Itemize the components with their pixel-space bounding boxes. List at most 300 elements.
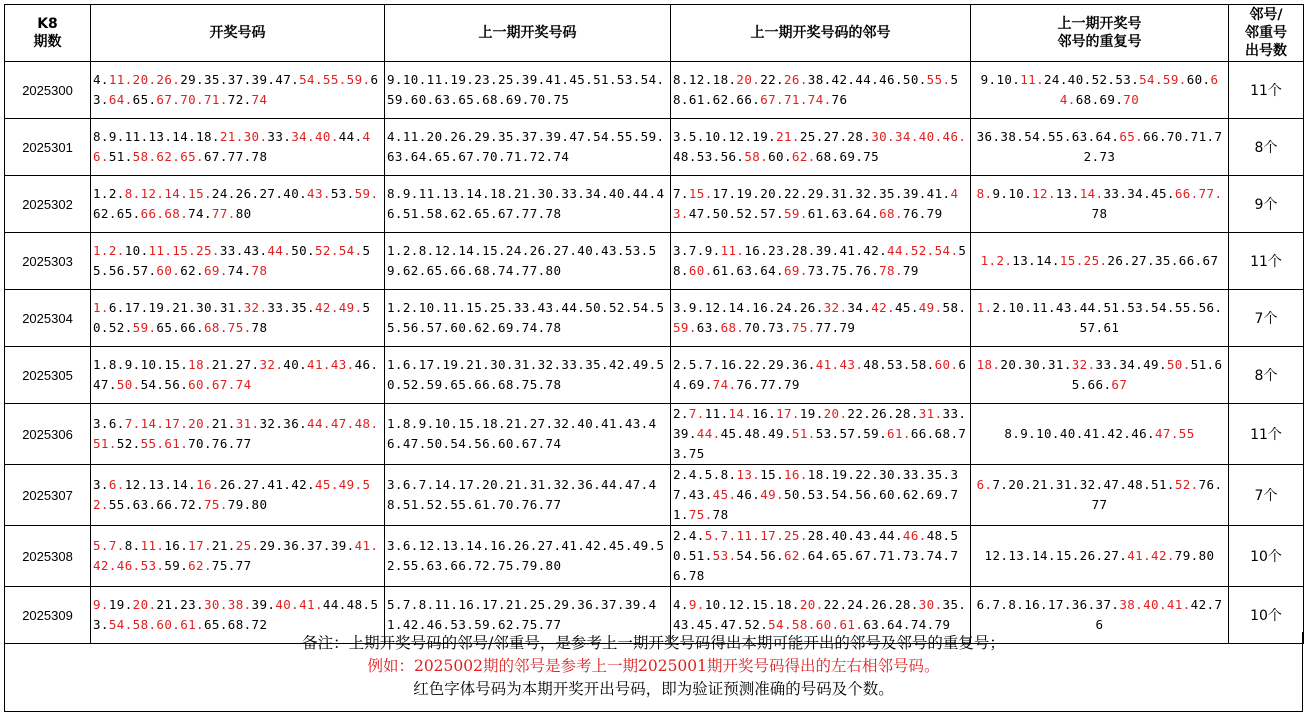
number: 22. <box>855 467 880 482</box>
number: 31. <box>219 300 244 315</box>
hit-number: 12. <box>140 186 165 201</box>
number: 7. <box>704 357 721 372</box>
header-row <box>5 5 1304 62</box>
number: 55. <box>402 558 427 573</box>
number: 21. <box>211 416 236 431</box>
table-row <box>5 404 1304 465</box>
number: 79 <box>839 320 856 335</box>
number: 70. <box>482 149 506 164</box>
hit-number: 40. <box>1143 597 1167 612</box>
draw-cell[interactable] <box>91 62 385 119</box>
number: 61. <box>688 92 713 107</box>
number: 56. <box>720 149 745 164</box>
neighbors-cell[interactable] <box>671 290 971 347</box>
number: 34. <box>847 300 872 315</box>
number: 3. <box>673 243 689 258</box>
number: 9. <box>387 72 403 87</box>
number: 23. <box>474 72 498 87</box>
note-line-2: 例如：2025002期的邻号是参考上一期2025001期开奖号码得出的左右相邻号码。 <box>367 657 940 675</box>
number: 41. <box>545 72 570 87</box>
number: 46. <box>354 357 379 372</box>
number: 51. <box>108 149 133 164</box>
hit-number: 67. <box>760 92 784 107</box>
hit-number: 43. <box>839 357 864 372</box>
hit-number: 17. <box>188 538 212 553</box>
number: 18. <box>482 416 506 431</box>
number: 65. <box>434 149 459 164</box>
hit-number: 17. <box>760 528 784 543</box>
number: 6. <box>976 597 993 612</box>
count-cell[interactable]: 7个 <box>1229 290 1304 347</box>
number: 54. <box>632 300 657 315</box>
number: 60. <box>1186 72 1211 87</box>
number: 78 <box>1091 206 1108 221</box>
hit-number: 60. <box>188 377 212 392</box>
number: 26. <box>450 129 475 144</box>
number: 40. <box>1067 72 1092 87</box>
number: 30. <box>537 186 562 201</box>
number: 22. <box>744 357 769 372</box>
number: 10. <box>704 129 729 144</box>
hit-number: 6. <box>108 477 125 492</box>
number: 69. <box>497 320 522 335</box>
hit-number: 54. <box>108 617 133 632</box>
count-cell[interactable]: 9个 <box>1229 176 1304 233</box>
period-cell[interactable]: 2025302 <box>5 176 91 233</box>
repeats-cell[interactable] <box>971 62 1229 119</box>
number: 32. <box>855 186 880 201</box>
neighbors-cell[interactable] <box>671 526 971 587</box>
number: 19. <box>108 597 133 612</box>
draw-cell[interactable] <box>91 347 385 404</box>
header-neighbors[interactable]: 上一期开奖号码的邻号 <box>671 5 971 62</box>
neighbors-cell[interactable] <box>671 465 971 526</box>
number: 28. <box>847 129 872 144</box>
hit-number: 15. <box>172 243 197 258</box>
number: 4. <box>673 597 689 612</box>
number: 21. <box>466 357 491 372</box>
number: 36. <box>283 538 308 553</box>
hit-number: 7. <box>688 406 705 421</box>
number: 19. <box>450 72 475 87</box>
hit-number: 45. <box>314 477 339 492</box>
number: 74. <box>926 548 951 563</box>
number: 66. <box>450 558 475 573</box>
number: 77 <box>545 497 562 512</box>
number: 70. <box>497 497 522 512</box>
hit-number: 64. <box>1059 72 1219 107</box>
number: 27. <box>1103 548 1128 563</box>
period-cell[interactable]: 2025309 <box>5 587 91 644</box>
number: 78 <box>712 507 729 522</box>
number: 75. <box>831 263 856 278</box>
number: 6. <box>402 538 419 553</box>
number: 3. <box>93 416 109 431</box>
count-cell[interactable]: 7个 <box>1229 465 1304 526</box>
number: 75 <box>688 446 705 461</box>
hit-number: 8. <box>124 186 141 201</box>
number: 18. <box>776 597 800 612</box>
table-row <box>5 119 1304 176</box>
number: 57. <box>426 320 451 335</box>
number: 30. <box>196 300 220 315</box>
number: 21. <box>505 597 530 612</box>
count-cell[interactable]: 8个 <box>1229 119 1304 176</box>
number: 22. <box>783 186 808 201</box>
header-draw[interactable]: 开奖号码 <box>91 5 385 62</box>
number: 64. <box>855 206 880 221</box>
number: 33. <box>942 406 967 421</box>
repeats-cell[interactable] <box>971 233 1229 290</box>
number: 66. <box>910 426 935 441</box>
repeats-cell[interactable] <box>971 347 1229 404</box>
number: 50. <box>291 243 315 258</box>
number: 39. <box>330 538 355 553</box>
hit-number: 11. <box>148 243 173 258</box>
period-cell[interactable]: 2025308 <box>5 526 91 587</box>
hit-number: 20. <box>132 597 157 612</box>
hit-number: 49. <box>338 300 363 315</box>
period-cell[interactable]: 2025306 <box>5 404 91 465</box>
header-repeats[interactable]: 上一期开奖号 邻号的重复号 <box>971 5 1229 62</box>
hit-number: 53. <box>140 558 165 573</box>
number: 2. <box>108 186 125 201</box>
number: 42. <box>1107 426 1132 441</box>
number: 50. <box>93 300 371 335</box>
number: 69. <box>1099 92 1124 107</box>
number: 76. <box>211 436 236 451</box>
hit-number: 52. <box>1174 477 1199 492</box>
hit-number: 42. <box>93 558 117 573</box>
number: 50. <box>387 357 665 392</box>
number: 63. <box>736 263 761 278</box>
period-cell[interactable]: 2025305 <box>5 347 91 404</box>
number: 65. <box>426 263 451 278</box>
number: 26. <box>513 538 538 553</box>
number: 77. <box>521 263 546 278</box>
header-prev[interactable]: 上一期开奖号码 <box>385 5 671 62</box>
number: 77. <box>227 149 252 164</box>
number: 9. <box>124 357 141 372</box>
number: 43. <box>624 416 649 431</box>
number: 25. <box>799 129 824 144</box>
hit-number: 41. <box>299 597 323 612</box>
number: 69. <box>839 149 864 164</box>
number: 53. <box>93 597 379 632</box>
number: 29. <box>259 538 284 553</box>
neighbors-cell[interactable] <box>671 404 971 465</box>
hit-number: 41. <box>307 357 331 372</box>
number: 4. <box>688 528 705 543</box>
hit-number: 9. <box>688 597 705 612</box>
number: 1. <box>387 300 403 315</box>
number: 20. <box>760 186 784 201</box>
number: 3. <box>387 477 403 492</box>
number: 26. <box>219 477 244 492</box>
number: 44. <box>879 528 903 543</box>
table-row <box>5 233 1304 290</box>
hit-number: 67 <box>1111 377 1128 392</box>
number: 63. <box>1071 129 1096 144</box>
table-row <box>5 290 1304 347</box>
number: 57. <box>132 263 157 278</box>
hit-number: 38. <box>1119 597 1144 612</box>
count-cell[interactable]: 8个 <box>1229 347 1304 404</box>
number: 10. <box>124 243 149 258</box>
number: 10. <box>996 72 1021 87</box>
count-cell[interactable]: 10个 <box>1229 526 1304 587</box>
number: 78 <box>688 568 705 583</box>
number: 69. <box>688 377 713 392</box>
neighbors-cell[interactable] <box>671 119 971 176</box>
header-count[interactable]: 邻号/ 邻重号 出号数 <box>1229 5 1304 62</box>
draw-cell[interactable] <box>91 290 385 347</box>
number: 79 <box>902 263 919 278</box>
number: 41. <box>926 186 951 201</box>
number: 67. <box>521 436 546 451</box>
number: 11. <box>434 597 459 612</box>
hit-number: 30. <box>203 597 228 612</box>
draw-cell[interactable] <box>91 526 385 587</box>
period-cell[interactable]: 2025300 <box>5 62 91 119</box>
number: 72. <box>474 558 498 573</box>
number: 65. <box>474 206 498 221</box>
number: 14. <box>172 129 197 144</box>
number: 39. <box>545 129 570 144</box>
hit-number: 11. <box>108 72 133 87</box>
number: 38. <box>807 72 832 87</box>
number: 35. <box>926 467 951 482</box>
number: 1. <box>387 416 403 431</box>
hit-number: 17. <box>776 406 800 421</box>
number: 33. <box>219 243 244 258</box>
number: 20. <box>1008 477 1033 492</box>
number: 71. <box>879 548 903 563</box>
number: 79. <box>521 558 546 573</box>
number: 51. <box>1151 477 1175 492</box>
number: 30. <box>490 357 514 372</box>
number: 9. <box>992 186 1009 201</box>
number: 8. <box>93 129 109 144</box>
repeats-cell[interactable] <box>971 290 1229 347</box>
number: 14. <box>466 186 491 201</box>
number: 72. <box>529 149 554 164</box>
number: 43. <box>673 617 697 632</box>
number: 71. <box>673 487 959 522</box>
number: 43. <box>1055 300 1080 315</box>
neighbors-cell[interactable] <box>671 347 971 404</box>
count-cell[interactable]: 10个 <box>1229 587 1304 644</box>
number: 43. <box>537 300 562 315</box>
table-row <box>5 176 1304 233</box>
hit-number: 25. <box>235 538 260 553</box>
number: 27. <box>259 186 284 201</box>
hit-number: 25. <box>196 243 220 258</box>
number: 46. <box>1131 426 1155 441</box>
number: 56. <box>108 263 133 278</box>
draw-cell[interactable] <box>91 404 385 465</box>
number: 28. <box>894 406 919 421</box>
number: 64. <box>673 357 967 392</box>
draw-cell[interactable] <box>91 119 385 176</box>
number: 35. <box>879 186 903 201</box>
hit-number: 7. <box>108 538 125 553</box>
number: 19. <box>736 186 761 201</box>
number: 54. <box>1024 129 1048 144</box>
number: 49. <box>632 538 657 553</box>
number: 15. <box>458 416 483 431</box>
number: 10. <box>1008 300 1033 315</box>
number: 68. <box>227 617 252 632</box>
number: 75. <box>211 558 236 573</box>
number: 52. <box>736 206 761 221</box>
number: 80 <box>1198 548 1215 563</box>
hit-number: 55. <box>926 72 951 87</box>
header-period[interactable]: K8 期数 <box>5 5 91 62</box>
prev-cell[interactable] <box>385 176 671 233</box>
prev-cell[interactable] <box>385 465 671 526</box>
prev-cell[interactable] <box>385 347 671 404</box>
repeats-cell[interactable] <box>971 465 1229 526</box>
hit-number: 11. <box>140 538 165 553</box>
number: 46. <box>879 72 903 87</box>
period-cell[interactable]: 2025307 <box>5 465 91 526</box>
draw-cell[interactable] <box>91 233 385 290</box>
hit-number: 44. <box>887 243 911 258</box>
number: 11. <box>426 72 451 87</box>
hit-number: 75. <box>791 320 816 335</box>
number: 65. <box>1071 357 1223 392</box>
number: 55. <box>450 497 475 512</box>
number: 13. <box>1012 253 1037 268</box>
number: 43. <box>688 487 713 502</box>
draw-cell[interactable] <box>91 176 385 233</box>
number: 8. <box>418 597 435 612</box>
number: 72. <box>180 497 204 512</box>
number: 27. <box>1131 253 1155 268</box>
number: 41. <box>601 416 625 431</box>
hit-number: 31. <box>918 406 943 421</box>
hit-number: 30. <box>871 129 895 144</box>
hit-number: 1. <box>93 243 109 258</box>
number: 6. <box>108 300 125 315</box>
number: 12. <box>728 597 753 612</box>
repeats-cell[interactable] <box>971 176 1229 233</box>
table-row <box>5 526 1304 587</box>
number: 33. <box>1095 357 1120 372</box>
number: 17. <box>458 477 483 492</box>
number: 61. <box>474 497 498 512</box>
number: 63. <box>434 92 459 107</box>
number: 69. <box>926 487 951 502</box>
repeats-cell[interactable] <box>971 119 1229 176</box>
number: 79 <box>926 206 943 221</box>
number: 65. <box>203 617 228 632</box>
number: 53. <box>450 617 475 632</box>
hit-number: 43. <box>307 186 331 201</box>
prev-cell[interactable] <box>385 62 671 119</box>
prev-cell[interactable] <box>385 404 671 465</box>
number: 77 <box>545 617 562 632</box>
number: 40. <box>608 186 633 201</box>
hit-number: 25. <box>1083 253 1108 268</box>
neighbors-cell[interactable] <box>671 233 971 290</box>
number: 67 <box>1202 253 1219 268</box>
prev-cell[interactable] <box>385 526 671 587</box>
number: 59. <box>164 558 189 573</box>
hit-number: 59. <box>354 186 379 201</box>
hit-number: 12. <box>1032 186 1056 201</box>
neighbors-cell[interactable] <box>671 62 971 119</box>
hit-number: 69. <box>203 263 228 278</box>
count-cell[interactable]: 11个 <box>1229 233 1304 290</box>
number: 67. <box>203 149 228 164</box>
number: 8. <box>387 186 403 201</box>
number: 16. <box>720 357 745 372</box>
repeats-cell[interactable] <box>971 404 1229 465</box>
number: 19. <box>148 300 173 315</box>
draw-cell[interactable] <box>91 465 385 526</box>
hit-number: 48. <box>354 416 379 431</box>
number: 15. <box>760 467 784 482</box>
neighbors-cell[interactable] <box>671 176 971 233</box>
number: 18. <box>196 129 220 144</box>
number: 10. <box>1008 186 1033 201</box>
number: 74. <box>497 263 522 278</box>
number: 9. <box>688 300 705 315</box>
hit-number: 20. <box>188 416 212 431</box>
number: 76. <box>902 206 927 221</box>
number: 42. <box>831 72 856 87</box>
count-cell[interactable]: 11个 <box>1229 62 1304 119</box>
prev-cell[interactable] <box>385 290 671 347</box>
repeats-cell[interactable] <box>971 526 1229 587</box>
period-cell[interactable]: 2025303 <box>5 233 91 290</box>
number: 46. <box>736 487 761 502</box>
number: 14. <box>458 243 483 258</box>
prev-cell[interactable] <box>385 233 671 290</box>
number: 55. <box>93 243 371 278</box>
number: 7. <box>673 186 689 201</box>
number: 31. <box>1047 357 1072 372</box>
number: 60. <box>879 487 903 502</box>
period-cell[interactable]: 2025301 <box>5 119 91 176</box>
hit-number: 59. <box>673 320 697 335</box>
number: 39. <box>251 597 276 612</box>
hit-number: 59. <box>346 72 371 87</box>
hit-number: 15. <box>188 186 212 201</box>
number: 37. <box>601 597 625 612</box>
table-row <box>5 62 1304 119</box>
number: 15. <box>164 357 189 372</box>
prev-cell[interactable] <box>385 119 671 176</box>
number: 30. <box>879 467 903 482</box>
number: 60. <box>410 92 435 107</box>
hit-number: 74. <box>807 92 832 107</box>
number: 41. <box>267 477 292 492</box>
number: 14. <box>728 300 753 315</box>
number: 55. <box>616 129 641 144</box>
period-cell[interactable]: 2025304 <box>5 290 91 347</box>
number: 11. <box>442 300 467 315</box>
number: 3. <box>673 129 689 144</box>
number: 32. <box>553 416 578 431</box>
number: 41. <box>839 243 864 258</box>
hit-number: 78 <box>251 263 268 278</box>
number: 48. <box>744 426 769 441</box>
number: 74. <box>910 617 935 632</box>
count-cell[interactable]: 11个 <box>1229 404 1304 465</box>
